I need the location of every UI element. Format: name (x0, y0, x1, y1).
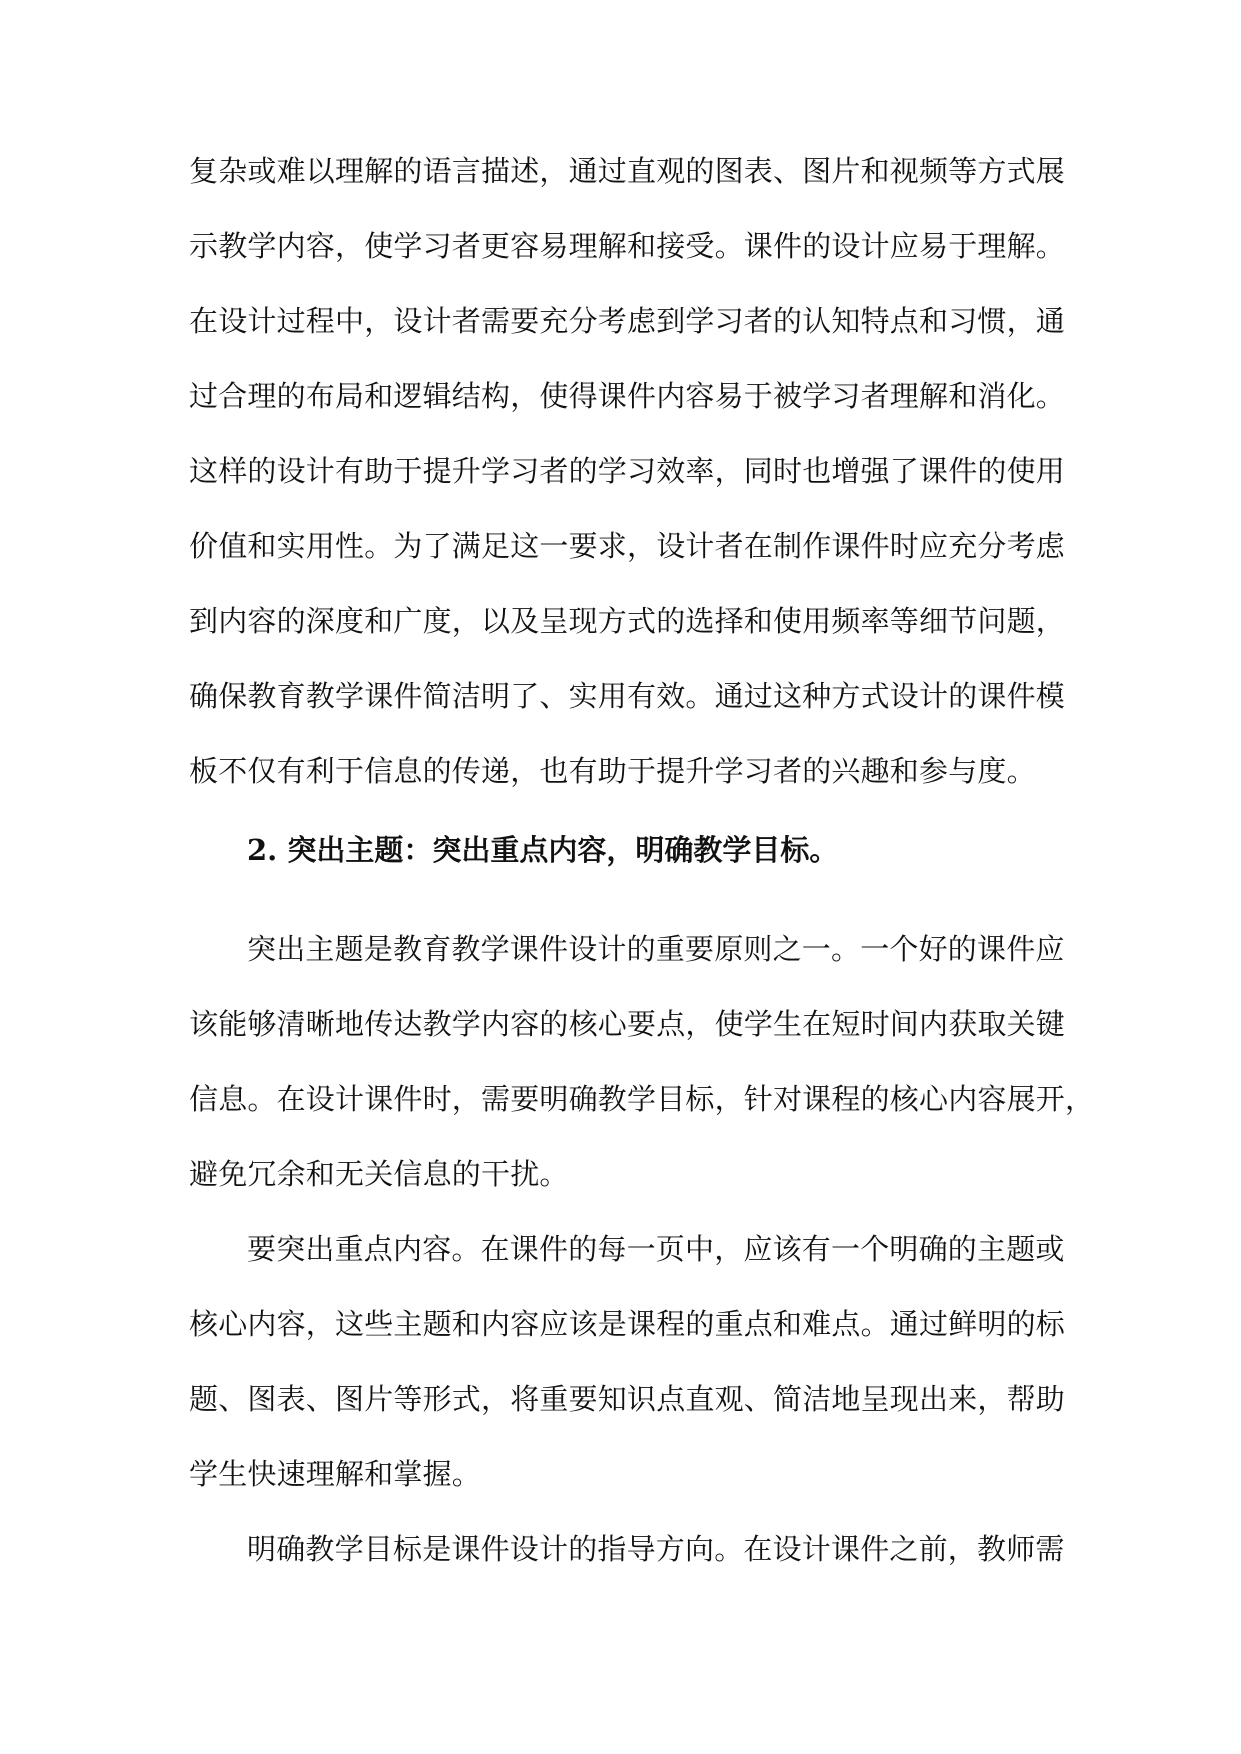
paragraph-line: 这样的设计有助于提升学习者的学习效率，同时也增强了课件的使用 (189, 454, 1066, 488)
paragraph-line: 要突出重点内容。在课件的每一页中，应该有一个明确的主题或 (247, 1232, 1065, 1266)
paragraph-topic-principle (189, 912, 1095, 1212)
paragraph-line: 到内容的深度和广度，以及呈现方式的选择和使用频率等细节问题， (189, 604, 1066, 638)
paragraph-teaching-goal (189, 1512, 1065, 1587)
paragraph-line: 确保教育教学课件简洁明了、实用有效。通过这种方式设计的课件模 (189, 679, 1066, 713)
paragraph-line: 学生快速理解和掌握。 (189, 1457, 482, 1491)
paragraph-line: 避免冗余和无关信息的干扰。 (189, 1157, 569, 1191)
paragraph-line: 明确教学目标是课件设计的指导方向。在设计课件之前，教师需 (247, 1532, 1065, 1566)
paragraph-line: 示教学内容，使学习者更容易理解和接受。课件的设计应易于理解。 (189, 229, 1066, 263)
intro-paragraph (189, 134, 1066, 809)
paragraph-line: 信息。在设计课件时，需要明确教学目标，针对课程的核心内容展开， (189, 1082, 1095, 1116)
paragraph-line: 在设计过程中，设计者需要充分考虑到学习者的认知特点和习惯，通 (189, 304, 1066, 338)
paragraph-line: 题、图表、图片等形式，将重要知识点直观、简洁地呈现出来，帮助 (189, 1382, 1066, 1416)
paragraph-line: 复杂或难以理解的语言描述，通过直观的图表、图片和视频等方式展 (189, 154, 1066, 188)
paragraph-key-content (189, 1212, 1066, 1512)
section-heading: 2. 突出主题：突出重点内容，明确教学目标。 (247, 833, 839, 867)
paragraph-line: 该能够清晰地传达教学内容的核心要点，使学生在短时间内获取关键 (189, 1007, 1066, 1041)
paragraph-line: 核心内容，这些主题和内容应该是课程的重点和难点。通过鲜明的标 (189, 1307, 1066, 1341)
paragraph-line: 过合理的布局和逻辑结构，使得课件内容易于被学习者理解和消化。 (189, 379, 1066, 413)
paragraph-line: 价值和实用性。为了满足这一要求，设计者在制作课件时应充分考虑 (189, 529, 1066, 563)
paragraph-line: 板不仅有利于信息的传递，也有助于提升学习者的兴趣和参与度。 (189, 754, 1036, 788)
paragraph-line: 突出主题是教育教学课件设计的重要原则之一。一个好的课件应 (247, 932, 1065, 966)
